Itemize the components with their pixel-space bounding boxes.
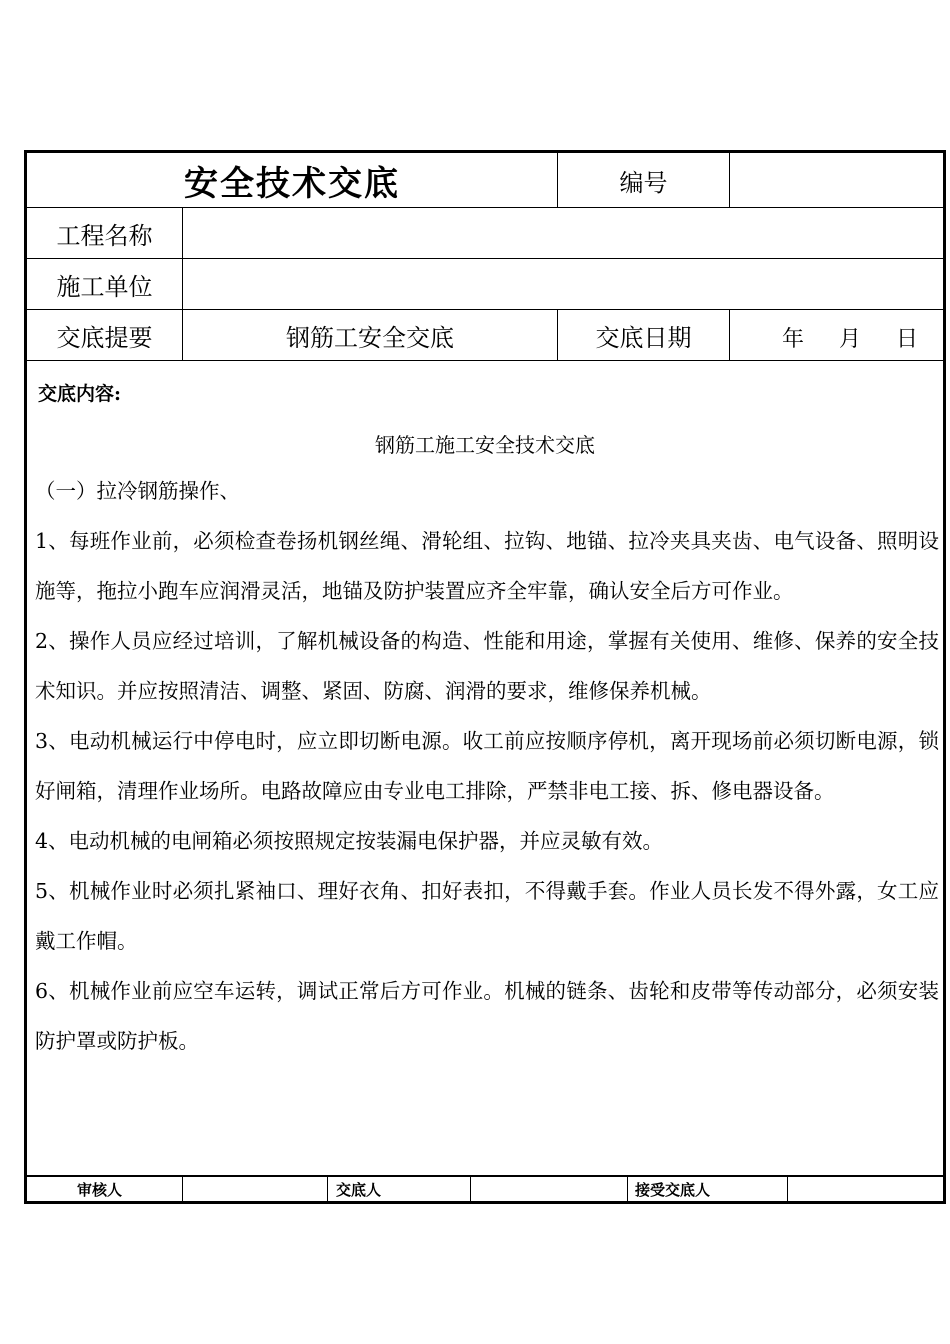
form-title: 安全技术交底 [184, 163, 400, 204]
safety-disclosure-form [24, 150, 946, 1204]
section-heading: （一）拉冷钢筋操作、 [35, 479, 240, 503]
content-body [35, 466, 939, 1066]
list-item: 5、机械作业时必须扎紧袖口、理好衣角、扣好表扣，不得戴手套。作业人员长发不得外露，女工应戴工作帽。 [35, 879, 939, 953]
date-field[interactable] [730, 310, 943, 360]
date-label: 交底日期 [595, 323, 692, 352]
discloser-label: 交底人 [336, 1180, 382, 1199]
summary-value: 钢筋工安全交底 [286, 323, 454, 352]
col-divider [787, 1175, 788, 1201]
summary-label: 交底提要 [56, 323, 153, 352]
reviewer-field[interactable] [187, 1177, 323, 1201]
date-month: 月 [839, 327, 862, 352]
date-year: 年 [782, 327, 805, 352]
construction-unit-field[interactable] [183, 259, 943, 309]
col-divider [327, 1175, 328, 1201]
date-day: 日 [896, 327, 919, 352]
construction-unit-label: 施工单位 [56, 272, 153, 301]
list-item: 6、机械作业前应空车运转，调试正常后方可作业。机械的链条、齿轮和皮带等传动部分，必须安装防护罩或防护板。 [35, 979, 939, 1053]
list-item: 2、操作人员应经过培训，了解机械设备的构造、性能和用途，掌握有关使用、维修、保养的安全技术知识。并应按照清洁、调整、紧固、防腐、润滑的要求，维修保养机械。 [35, 629, 939, 703]
list-item: 3、电动机械运行中停电时，应立即切断电源。收工前应按顺序停机，离开现场前必须切断电源，锁好闸箱，清理作业场所。电路故障应由专业电工排除，严禁非电工接、拆、修电器设备。 [35, 729, 939, 803]
reviewer-label: 审核人 [77, 1180, 123, 1199]
list-item: 1、每班作业前，必须检查卷扬机钢丝绳、滑轮组、拉钩、地锚、拉冷夹具夹齿、电气设备、照明设施等，拖拉小跑车应润滑灵活，地锚及防护装置应齐全牢靠，确认安全后方可作业。 [35, 529, 939, 603]
discloser-field[interactable] [475, 1177, 623, 1201]
col-divider [182, 1175, 183, 1201]
content-title: 钢筋工施工安全技术交底 [375, 433, 595, 457]
col-divider [627, 1175, 628, 1201]
code-field[interactable] [730, 153, 943, 207]
receiver-label: 接受交底人 [635, 1180, 711, 1199]
content-heading: 交底内容: [38, 383, 122, 405]
row-divider [27, 360, 943, 361]
project-name-field[interactable] [183, 208, 943, 258]
code-label: 编号 [619, 168, 668, 197]
receiver-field[interactable] [792, 1177, 940, 1201]
project-name-label: 工程名称 [56, 221, 153, 250]
col-divider [470, 1175, 471, 1201]
list-item: 4、电动机械的电闸箱必须按照规定按装漏电保护器，并应灵敏有效。 [35, 829, 664, 853]
